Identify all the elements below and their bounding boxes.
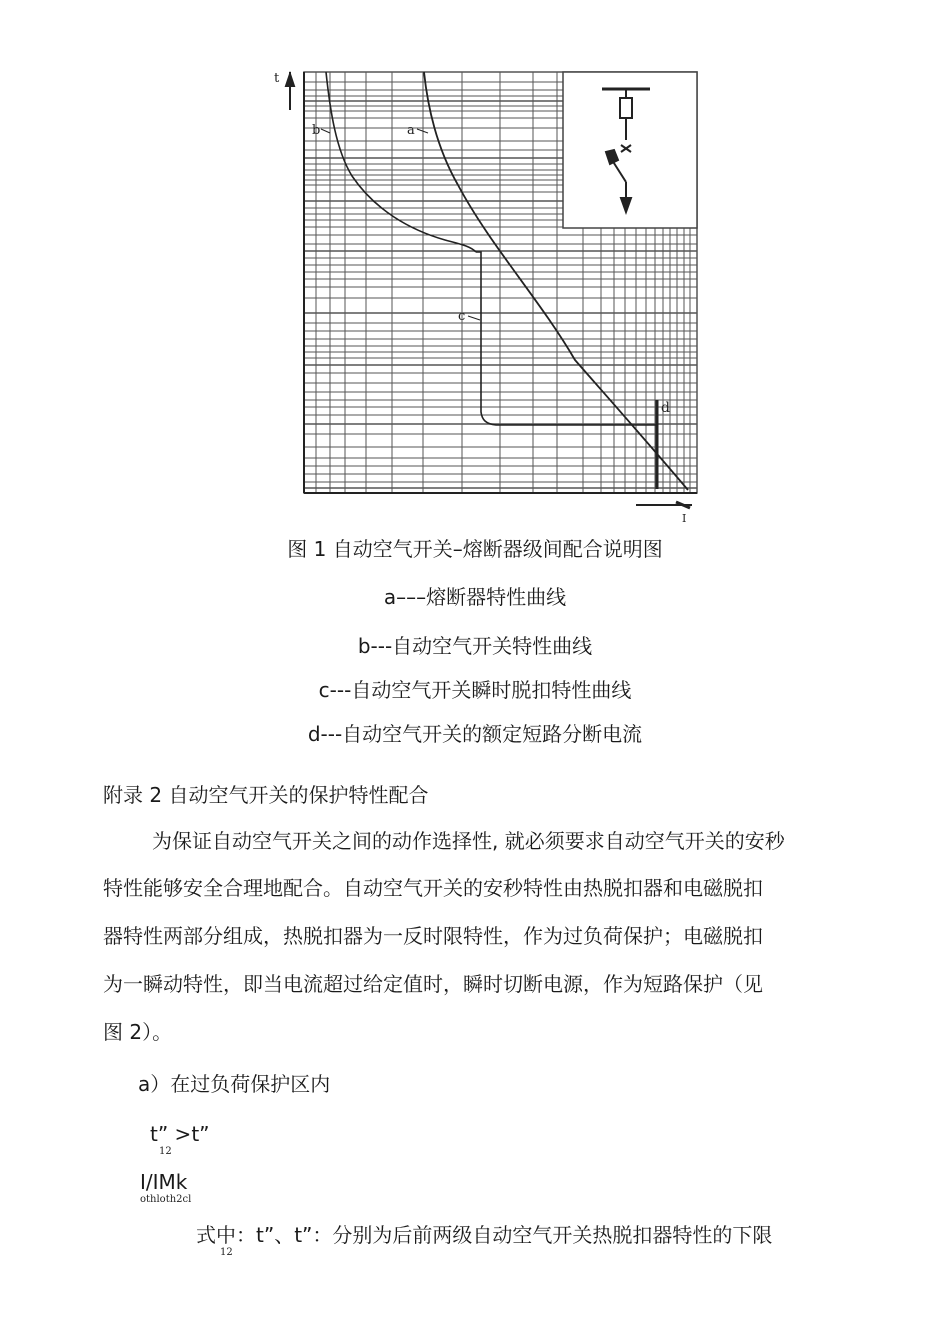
figure-caption-title: 图 1 自动空气开关–熔断器级间配合说明图	[287, 537, 663, 561]
leader-b	[321, 129, 330, 133]
curve-b-label: b	[312, 123, 321, 138]
figure-caption-a: a–––熔断器特性曲线	[383, 585, 567, 609]
inset-box	[563, 72, 697, 228]
coordination-diagram	[270, 66, 710, 526]
paragraph-line-2: 特性能够安全合理地配合。自动空气开关的安秒特性由热脱扣器和电磁脱扣	[103, 876, 763, 900]
formula-1: t” >t”	[150, 1122, 210, 1146]
definition-subscript: 12	[220, 1247, 233, 1258]
paragraph-line-5: 图 2）。	[103, 1020, 173, 1044]
figure-caption-d: d---自动空气开关的额定短路分断电流	[307, 722, 643, 746]
definition-line: 式中：t”、t”：分别为后前两级自动空气开关热脱扣器特性的下限	[196, 1223, 773, 1247]
curve-c-label: c	[458, 309, 466, 324]
axis-i-label: I	[682, 512, 687, 525]
paragraph-line-1: 为保证自动空气开关之间的动作选择性, 就必须要求自动空气开关的安秒	[152, 829, 785, 853]
paragraph-line-3: 器特性两部分组成，热脱扣器为一反时限特性，作为过负荷保护；电磁脱扣	[103, 924, 763, 948]
curve-d-label: d	[661, 400, 670, 416]
curve-a-label: a	[407, 123, 415, 138]
figure-caption-b: b---自动空气开关特性曲线	[357, 634, 593, 658]
formula-2-subscript: othloth2cl	[140, 1194, 192, 1205]
paragraph-line-4: 为一瞬动特性，即当电流超过给定值时，瞬时切断电源，作为短路保护（见	[103, 972, 763, 996]
section-heading: 附录 2 自动空气开关的保护特性配合	[103, 783, 429, 807]
leader-c	[468, 316, 480, 320]
formula-2: I/IMk	[140, 1170, 188, 1194]
list-item-a: a）在过负荷保护区内	[138, 1072, 331, 1096]
figure-caption-c: c---自动空气开关瞬时脱扣特性曲线	[318, 678, 632, 702]
formula-1-subscript: 12	[159, 1146, 172, 1157]
axis-t-label: t	[274, 71, 280, 86]
curve-b	[326, 72, 476, 252]
